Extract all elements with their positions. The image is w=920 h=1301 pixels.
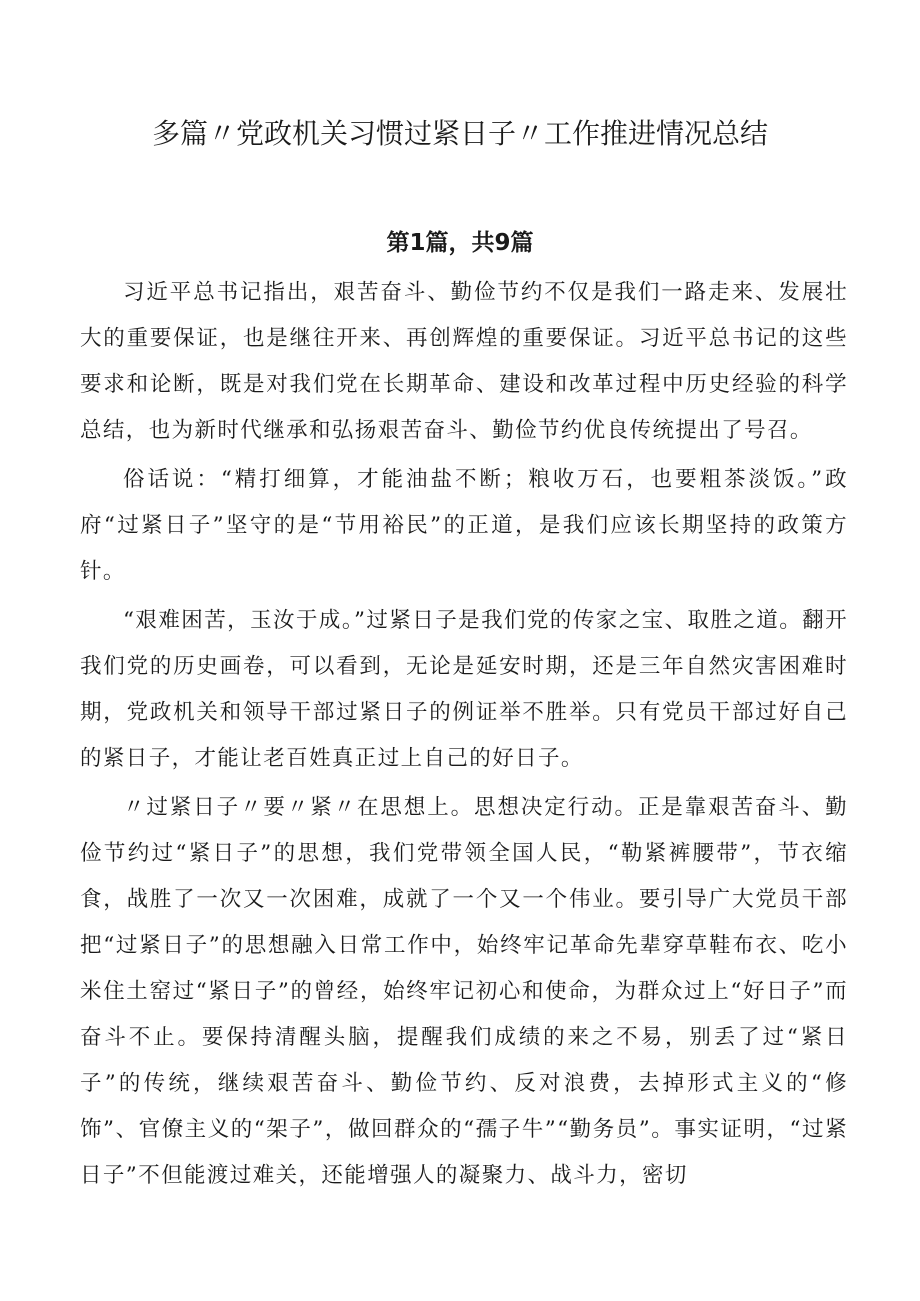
- document-body: [80, 270, 848, 1202]
- paragraph: 〃过紧日子〃要〃紧〃在思想上。思想决定行动。正是靠艰苦奋斗、勤俭节约过“紧日子”的思想，我们党带领全国人民，“勒紧裤腰带”，节衣缩食，战胜了一次又一次困难，成就了一个又一个伟业。要引导广大党员干部把“过紧日子”的思想融入日常工作中，始终牢记革命先辈穿草鞋布衣、吃小米住土窑过“紧日子”的曾经，始终牢记初心和使命，为群众过上“好日子”而奋斗不止。要保持清醒头脑，提醒我们成绩的来之不易，别丢了过“紧日子”的传统，继续艰苦奋斗、勤俭节约、反对浪费，去掉形式主义的“修饰”、官僚主义的“架子”，做回群众的“孺子牛”“勤务员”。事实证明，“过紧日子”不但能渡过难关，还能增强人的凝聚力、战斗力，密切: [80, 795, 848, 1188]
- section-heading: 第1篇，共9篇: [386, 230, 534, 256]
- paragraph: 俗话说：“精打细算，才能油盐不断；粮收万石，也要粗茶淡饭。”政府“过紧日子”坚守的是“节用裕民”的正道，是我们应该长期坚持的政策方针。: [80, 467, 848, 584]
- paragraph: 习近平总书记指出，艰苦奋斗、勤俭节约不仅是我们一路走来、发展壮大的重要保证，也是继往开来、再创辉煌的重要保证。习近平总书记的这些要求和论断，既是对我们党在长期革命、建设和改革过程中历史经验的科学总结，也为新时代继承和弘扬艰苦奋斗、勤俭节约优良传统提出了号召。: [80, 280, 848, 443]
- document-title: 多篇〃党政机关习惯过紧日子〃工作推进情况总结: [151, 117, 768, 150]
- paragraph: “艰难困苦，玉汝于成。”过紧日子是我们党的传家之宝、取胜之道。翻开我们党的历史画卷，可以看到，无论是延安时期，还是三年自然灾害困难时期，党政机关和领导干部过紧日子的例证举不胜举。只有党员干部过好自己的紧日子，才能让老百姓真正过上自己的好日子。: [80, 608, 848, 771]
